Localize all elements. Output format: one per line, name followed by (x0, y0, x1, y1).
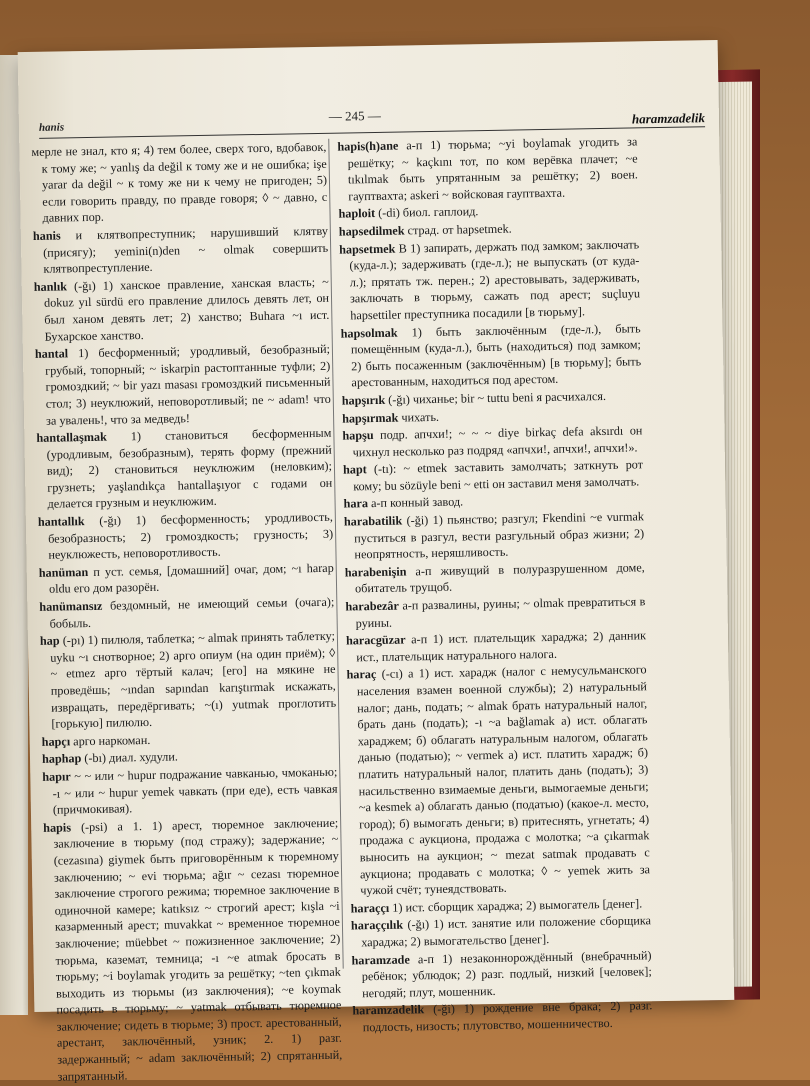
dictionary-entry (40, 628, 337, 733)
running-head-right: haramzadelik (631, 110, 706, 127)
entry-definition: арго наркоман. (73, 732, 151, 749)
entry-definition: (-cı) а 1) ист. харадж (налог с немусульманского населения взамен военной службы); 2) натуральный налог; дань, подать; ~ almak брать натуральный налог, брать дань (подать); -ı ~a bağlamak а) ист. облагать хараджем; б) облагать натуральным налогом, облагать данью (податью); ~ vermek а) ист. платить харадж; б) платить натуральный налог, платить дань (подать); 3) насильственно взимаемые деньги, вымогаемые деньги; ~a kesmek а) облагать данью (податью) (какое-л. место, город); б) вымогать деньги; в) притеснять, угнетать; 4) продажа с аукциона, продажа с молотка; ~a çıkarmak выносить на аукцион; ~ mezat satmak продавать с аукциона; продавать с молотка; ◊ ~ yemek жить за чужой счёт; тунеядствовать. (356, 662, 651, 898)
entry-definition: а-п 1) ист. плательщик хараджа; 2) данник ист., плательщик натурального налога. (356, 628, 647, 665)
dictionary-entry (43, 814, 343, 1085)
dictionary-entry (42, 764, 338, 819)
dictionary-entry (33, 223, 329, 278)
dictionary-entry (36, 425, 332, 513)
headword: hapsetmek (339, 241, 396, 257)
dictionary-entry (31, 139, 327, 227)
dictionary-entry (38, 509, 334, 564)
entry-definition: (-psi) а 1. 1) арест, тюремное заключение; заключение в тюрьму (под стражу); задержание; ~ (cezasına) giymek быть приговорённым к тюремному заключению; ~ evi тюрьма; ağır ~ cezası тюремное заключение строгого режима; тюремное заключение в одиночной камере; katıksız ~ строгий арест; kışla ~i казарменный арест; muvakkat ~ временное тюремное заключение; müebbet ~ пожизненное заключение; 2) тюрьма, каземат, темница; -ı ~e atmak бросать в тюрьму; ~i boylamak угодить за решётку; ~ten çıkmak выходить из тюрьмы (из заключения); ~e koymak посадить в тюрьму; ~ yatmak отбывать тюремное заключение; сидеть в тюрьме; 3) прост. арестованный, арестант, заключённый, узник; 2. 1) разг. задержанный; ~ adam заключённый; 2) спрятанный, запрятанный. (53, 815, 343, 1084)
entry-definition: чихать. (401, 409, 440, 425)
entry-definition: (-bı) диал. худули. (84, 749, 178, 766)
entry-definition: (-ğı) 1) ист. занятие или положение сборщика хараджа; 2) вымогательство [денег]. (361, 913, 652, 950)
headword: haraççılık (350, 917, 404, 933)
headword: haphap (41, 751, 82, 767)
page-header (39, 102, 705, 136)
dictionary-entry (35, 341, 331, 429)
headword: hapçı (41, 734, 71, 749)
running-head-left: hanis (38, 121, 65, 134)
page-number: — 245 — (328, 107, 381, 124)
headword: hapis(h)ane (337, 138, 399, 154)
headword: hap (39, 633, 60, 649)
headword: hapt (342, 462, 367, 477)
entry-definition: (-pı) 1) пилюля, таблетка; ~ almak принять таблетку; uyku ~ı снотворное; 2) арго опиум (на один приём); ◊ ~ etmez арго тёртый калач; [его] на мякине не проведёшь; ~ından sapından karıştırmak искажать, извращать, передёргивать; ~(ı) yutmak проглотить [горькую] пилюлю. (50, 628, 337, 731)
entry-definition: (-di) биол. гаплоид. (378, 204, 479, 221)
headword: hanlık (33, 279, 68, 294)
entry-definition: подр. апчхи!; ~ ~ ~ diye birkaç defa aksırdı он чихнул несколько раз подряд «апчхи!, апчхи!, апчхи!». (352, 423, 643, 460)
entry-definition: 1) быть заключённым (где-л.), быть помещённым (куда-л.), быть (находиться) под замком; 2) быть посаженным (заключённым) [в тюрьму]; быть арестованным, находиться под арестом. (350, 320, 642, 390)
entry-definition: а-п конный завод. (370, 494, 464, 511)
headword: hapsedilmek (338, 223, 405, 239)
dictionary-entry (342, 422, 643, 460)
headword: hanüman (38, 564, 89, 580)
headword: hapsolmak (340, 325, 398, 341)
headword: haramzadelik (352, 1002, 425, 1018)
dictionary-entry (345, 593, 646, 631)
dictionary-entry (351, 913, 652, 951)
dictionary-entry (344, 508, 645, 563)
entry-definition: (-ği) 1) пьянство; разгул; Fkendini ~e vurmak пуститься в разгул, вести разгульный образ жизни; 2) неопрятность, неряшливость. (354, 509, 645, 562)
dictionary-entry (346, 628, 647, 666)
right-column (337, 133, 653, 1037)
dictionary-entry (339, 236, 640, 324)
dictionary-entry (39, 594, 335, 632)
entry-definition: а-п живущий в полуразрушенном доме, обитатель трущоб. (354, 560, 645, 596)
headword: hapır (42, 769, 71, 784)
entry-definition: 1) становиться бесформенным (уродливым, безобразным), терять форму (прежний вид); 2) становиться неуклюжим (неловким); грузнеть; yaşlandıkça hantallaşıyor с годами он делается грузным и неуклюжим. (46, 425, 333, 512)
entry-definition: В 1) запирать, держать под замком; заключать (куда-л.); задерживать (где-л.); не выпускать (от куда-л.); прятать тж. перен.; 2) арестовывать, задерживать, заключать в тюрьму, сажать под арест; suçluyu hapsettiler преступника посадили [в тюрьму]. (349, 236, 641, 323)
entry-definition: 1) бесформенный; уродливый, безобразный; грубый, топорный; ~ iskarpin растоптанные туфли; 2) громоздкий; ~ bir yazı masası громоздкий письменный стол; 3) неуклюжий, неповоротливый; ne ~ adam! что за увалень!, что за медведь! (45, 341, 331, 428)
entry-definition: мерле не знал, кто я; 4) тем более, сверх того, вдобавок, к тому же; ~ yanlış da değil к тому же и не ошибка; işe yarar da değil ~ к тому же ни к чему не пригоден; 5) если говорить правду, по правде говоря; ◊ ~ давно, с давних пор. (31, 139, 328, 226)
entry-definition: (-tı): ~ etmek заставить замолчать; заткнуть рот кому; bu sözüyle beni ~ etti он заставил меня замолчать. (353, 457, 644, 494)
headword: hapşırık (341, 392, 386, 408)
dictionary-entry (34, 274, 330, 346)
entry-definition: (-ğı) 1) ханское правление, ханская власть; ~ dokuz yıl sürdü его правление длилось девять лет, он был ханом девять лет; 2) ханство; Buhara ~ı ист. Бухарское ханство. (43, 274, 330, 344)
entry-definition: а-п 1) тюрьма; ~yi boylamak угодить за решётку; ~ kaçkını тот, по ком верёвка плачет; ~e tıkılmak быть упрятанным за решётку; 2) воен. гауптвахта; askeri ~ войсковая гауптвахта. (347, 134, 639, 204)
entry-definition: 1) ист. сборщик хараджа; 2) вымогатель [денег]. (392, 896, 643, 915)
headword: hantallık (37, 514, 85, 529)
entry-definition: (-ğı) 1) бесформенность; уродливость, безобразность; 2) громоздкость; грузность; 3) неуклюжесть, неповоротливость. (48, 509, 334, 562)
headword: harabezâr (345, 598, 399, 614)
dictionary-page (18, 40, 735, 1084)
dictionary-entry (340, 320, 641, 392)
entry-definition: ~ ~ или ~ hupur подражание чавканью, чмоканью; -ı ~ или ~ hupur yemek чавкать (при еде), есть чавкая (причмокивая). (52, 764, 338, 817)
headword: haraççı (350, 900, 390, 916)
headword: haracgüzar (345, 632, 406, 648)
headword: hapşırmak (341, 410, 399, 426)
entry-definition: а-п 1) незаконнорождённый (внебрачный) ребёнок; ублюдок; 2) разг. подлый, низкий [человек]; негодяй; плут, мошенник. (361, 947, 652, 1000)
headword: hapşu (342, 428, 374, 443)
dictionary-entry (345, 559, 646, 597)
dictionary-entry (343, 457, 644, 495)
entry-definition: а-п развалины, руины; ~ olmak превратиться в руины. (355, 594, 646, 630)
dictionary-entry (351, 947, 652, 1002)
entry-definition: п уст. семья, [домашний] очаг, дом; ~ı harap oldu его дом разорён. (48, 560, 334, 597)
headword: hantal (34, 346, 69, 362)
dictionary-entry (337, 133, 638, 205)
entry-definition: (-ğı) чиханье; bir ~ tuttu beni я расчихался. (388, 388, 607, 407)
headword: hapis (43, 820, 72, 835)
headword: hanümansız (39, 598, 103, 614)
headword: harabenişin (344, 564, 407, 580)
entry-definition: (-ği) 1) рождение вне брака; 2) разг. подлость, низость; плутовство, мошенничество. (362, 998, 653, 1035)
headword: hara (343, 496, 369, 512)
headword: haploit (338, 206, 376, 221)
entry-definition: страд. от hapsetmek. (407, 221, 512, 238)
headword: harabatilik (343, 513, 403, 529)
headword: haraç (346, 667, 377, 682)
left-column (31, 139, 342, 1086)
dictionary-entry (346, 662, 650, 900)
headword: hantallaşmak (36, 429, 107, 446)
entry-definition: и клятвопреступник; нарушивший клятву (присягу); yemini(n)den ~ olmak совершить клятвопреступление. (43, 223, 329, 276)
dictionary-entry (39, 560, 335, 598)
headword: haramzade (351, 951, 410, 967)
entry-definition: бездомный, не имеющий семьи (очага); бобыль. (49, 594, 335, 631)
headword: hanis (32, 228, 61, 243)
dictionary-entry (352, 998, 653, 1036)
